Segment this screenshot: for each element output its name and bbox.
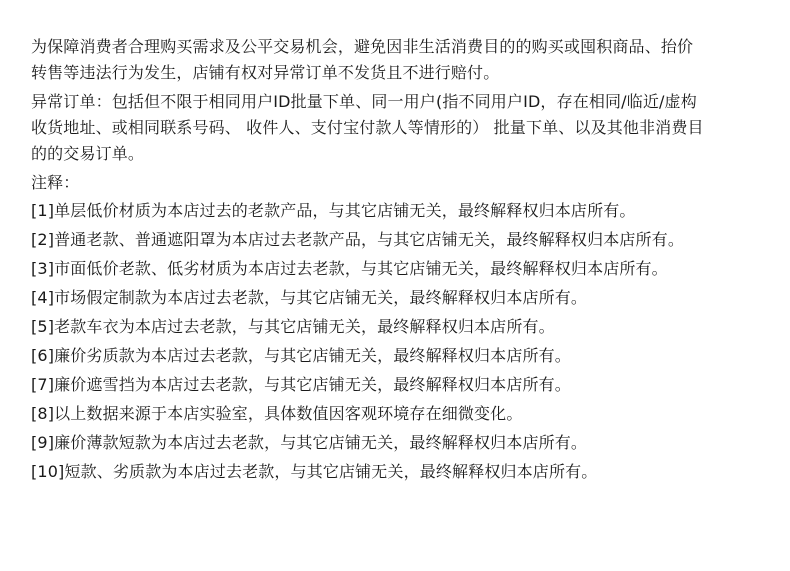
note-item: [5]老款车衣为本店过去老款，与其它店铺无关，最终解释权归本店所有。 — [31, 317, 555, 336]
notes-heading: 注释： — [31, 173, 80, 192]
disclaimer-paragraph — [31, 34, 766, 86]
note-item: [4]市场假定制款为本店过去老款，与其它店铺无关，最终解释权归本店所有。 — [31, 288, 588, 307]
note-item: [3]市面低价老款、低劣材质为本店过去老款，与其它店铺无关，最终解释权归本店所有。 — [31, 259, 668, 278]
abnormal-orders-line: 的的交易订单。 — [31, 144, 145, 163]
notice-document — [31, 34, 766, 486]
note-item: [7]廉价遮雪挡为本店过去老款，与其它店铺无关，最终解释权归本店所有。 — [31, 375, 571, 394]
disclaimer-line: 转售等违法行为发生，店铺有权对异常订单不发货且不进行赔付。 — [31, 63, 500, 82]
note-item: [2]普通老款、普通遮阳罩为本店过去老款产品，与其它店铺无关，最终解释权归本店所有。 — [31, 230, 684, 249]
note-item: [10]短款、劣质款为本店过去老款，与其它店铺无关，最终解释权归本店所有。 — [31, 462, 598, 481]
abnormal-orders-paragraph — [31, 89, 766, 167]
note-item: [6]廉价劣质款为本店过去老款，与其它店铺无关，最终解释权归本店所有。 — [31, 346, 571, 365]
disclaimer-line: 为保障消费者合理购买需求及公平交易机会，避免因非生活消费目的的购买或囤积商品、抬价 — [31, 37, 694, 56]
note-item: [9]廉价薄款短款为本店过去老款，与其它店铺无关，最终解释权归本店所有。 — [31, 433, 588, 452]
notes-list — [31, 196, 766, 486]
abnormal-orders-line: 收货地址、或相同联系号码、 收件人、支付宝付款人等情形的） 批量下单、以及其他非消费目 — [31, 118, 704, 137]
note-item: [1]单层低价材质为本店过去的老款产品，与其它店铺无关，最终解释权归本店所有。 — [31, 201, 636, 220]
note-item: [8]以上数据来源于本店实验室，具体数值因客观环境存在细微变化。 — [31, 404, 523, 423]
abnormal-orders-line: 异常订单：包括但不限于相同用户ID批量下单、同一用户(指不同用户ID，存在相同/临近/虚构 — [31, 92, 697, 111]
